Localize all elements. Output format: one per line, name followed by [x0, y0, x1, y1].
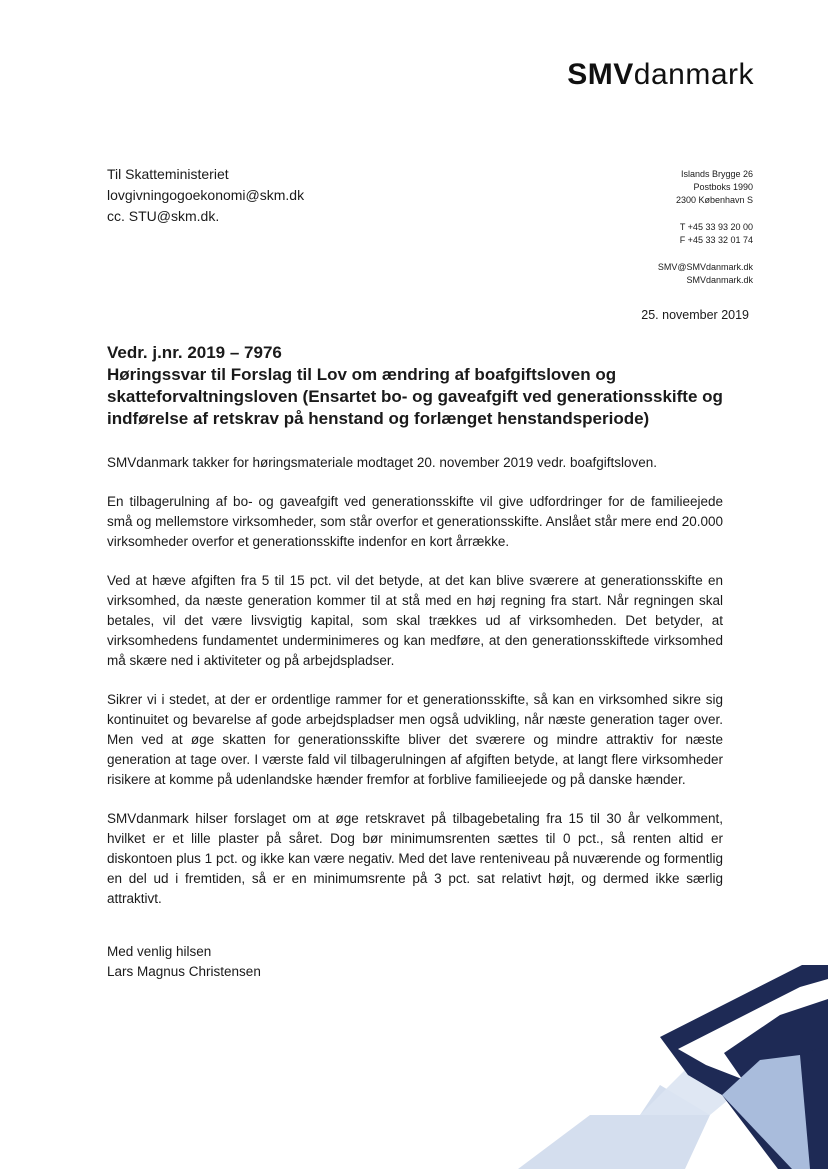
- signoff: [107, 942, 261, 982]
- subject-title: Høringssvar til Forslag til Lov om ændring af boafgiftsloven og skatteforvaltningsloven (Ensartet bo- og gaveafgift ved generationsskifte og indførelse af retskrav på henstand og forlænget henstandsperiode): [107, 365, 723, 428]
- logo-light-text: danmark: [633, 58, 754, 91]
- body-paragraph-2: En tilbagerulning af bo- og gaveafgift ved generationsskifte vil give udfordringer for de familieejede små og mellemstore virksomheder, som står overfor et generationsskifte. Anslået står mere end 20.000 virksomheder overfor et generationsskifte indenfor en kort årrække.: [107, 494, 723, 549]
- sender-pobox: Postboks 1990: [693, 182, 753, 192]
- sender-address: [658, 168, 753, 287]
- sender-city: 2300 København S: [675, 195, 753, 205]
- recipient-address: [107, 164, 304, 227]
- sender-phone: T +45 33 93 20 00: [679, 222, 753, 232]
- sender-fax: F +45 33 32 01 74: [679, 235, 753, 245]
- subject-reference: Vedr. j.nr. 2019 – 7976: [107, 343, 282, 362]
- logo-bold-text: SMV: [567, 58, 634, 91]
- recipient-email: lovgivningogoekonomi@skm.dk: [107, 187, 305, 203]
- recipient-line-1: Til Skatteministeriet: [107, 166, 229, 182]
- body-paragraph-5: SMVdanmark hilser forslaget om at øge retskravet på tilbagebetaling fra 15 til 30 år velkomment, hvilket er et lille plaster på såret. Dog bør minimumsrenten sættes til 0 pct., så renten altid er diskontoen plus 1 pct. og ikke kan være negativ. Med det lave renteniveau på nuværende og formentlig en del ud i fremtiden, så er en minimumsrente på 3 pct. sat relativt højt, og dermed ikke særlig attraktivt.: [107, 811, 723, 906]
- sender-website: SMVdanmark.dk: [686, 275, 753, 285]
- body-paragraph-3: Ved at hæve afgiften fra 5 til 15 pct. vil det betyde, at det kan blive sværere at generationsskifte en virksomhed, da næste generation kommer til at stå med en høj regning fra start. Når regningen skal betales, vil det være livsvigtig kapital, som skal trækkes ud af virksomheden. Det betyder, at virksomhedens fundamentet underminimeres og kan medføre, at den generationsskiftede virksomhed må skære ned i aktiviteter og på arbejdspladser.: [107, 573, 723, 668]
- letter-date: 25. november 2019: [641, 308, 749, 322]
- body-paragraph-4: Sikrer vi i stedet, at der er ordentlige rammer for et generationsskifte, så kan en virksomhed sikre sig kontinuitet og bevarelse af gode arbejdspladser men også udvikling, når næste generation tager over. Men ved at øge skatten for generationsskifte bliver det sværere og mindre attraktiv for næste generation at tage over. I værste fald vil tilbagerulningen af afgiften betyde, at langt flere virksomheder risikere at komme på udenlandske hænder fremfor at forblive familieejede og på danske hænder.: [107, 692, 723, 787]
- sender-email: SMV@SMVdanmark.dk: [657, 262, 753, 272]
- body-paragraph-1: SMVdanmark takker for høringsmateriale modtaget 20. november 2019 vedr. boafgiftsloven.: [107, 455, 658, 470]
- subject-block: [107, 342, 727, 430]
- sender-street: Islands Brygge 26: [680, 169, 753, 179]
- signoff-name: Lars Magnus Christensen: [107, 964, 261, 979]
- letter-body: [107, 453, 723, 928]
- recipient-cc: cc. STU@skm.dk.: [107, 208, 220, 224]
- brand-swoosh-graphic: [510, 965, 828, 1169]
- company-logo: [567, 58, 754, 92]
- signoff-greeting: Med venlig hilsen: [107, 944, 212, 959]
